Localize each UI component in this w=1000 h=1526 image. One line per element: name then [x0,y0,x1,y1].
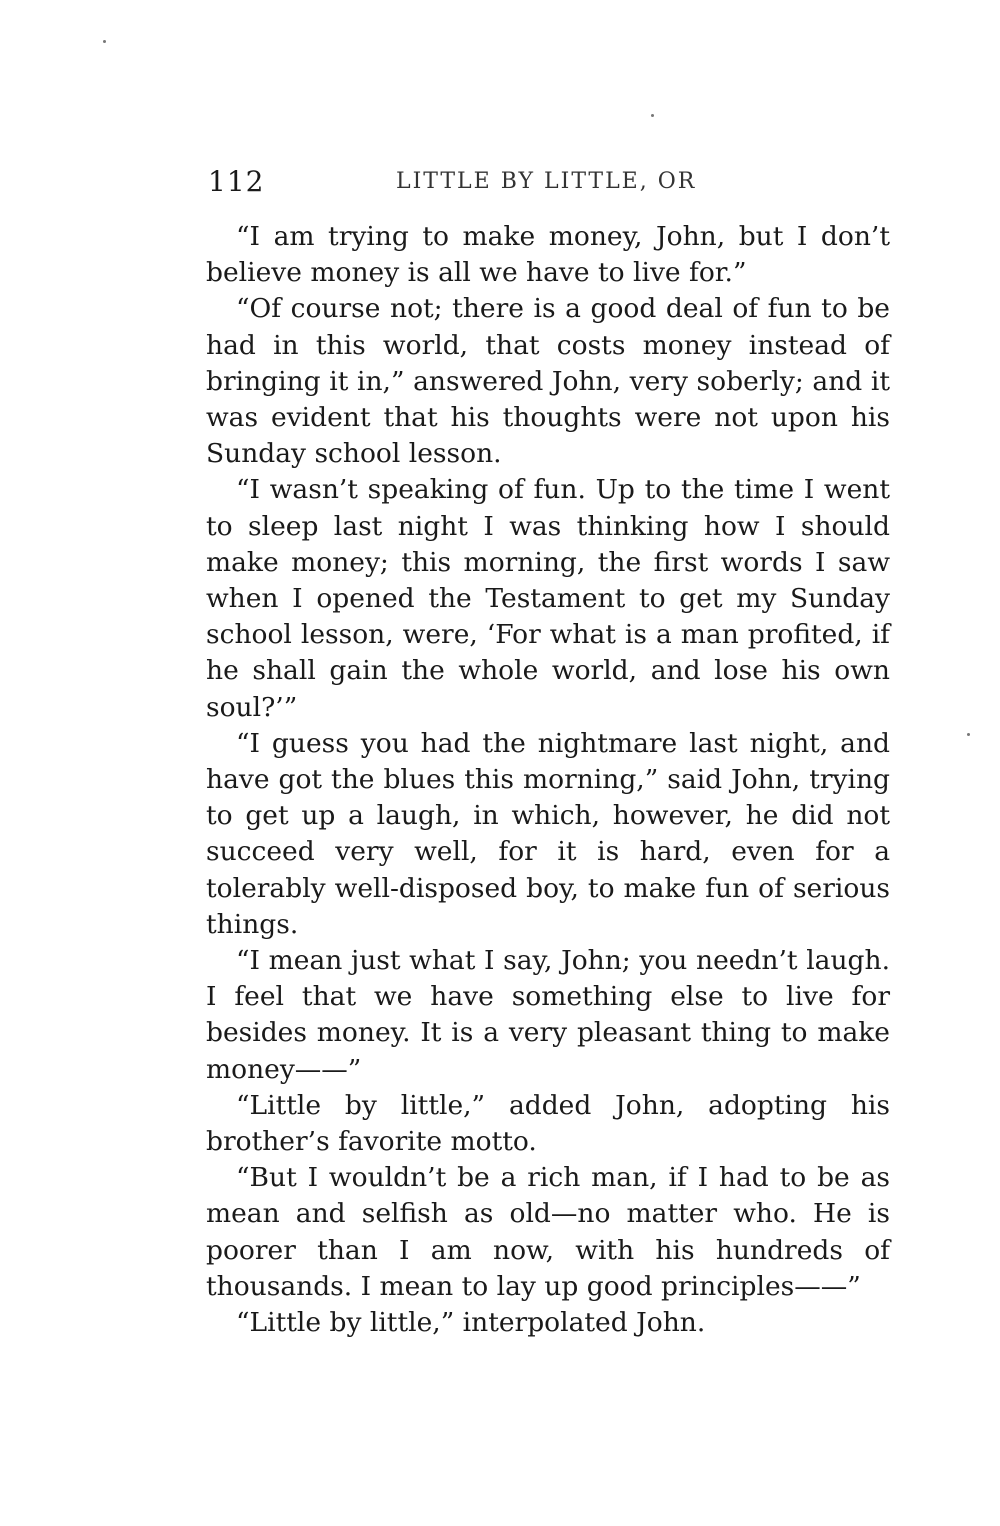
body-text [206,219,890,1341]
running-title: LITTLE BY LITTLE, OR [396,169,697,194]
page-header [208,164,890,200]
paragraph: “I wasn’t speaking of fun. Up to the time I went to sleep last night I was thinking how I should make money; this morning, the first words I saw when I opened the Testament to get my Sunday school lesson, were, ‘For what is a man profited, if he shall gain the whole world, and lose his own soul?’” [206,474,890,723]
paragraph: “Little by little,” interpolated John. [236,1307,706,1339]
paragraph: “Little by little,” added John, adopting his brother’s favorite motto. [206,1089,890,1158]
paper-speck [651,114,654,117]
paragraph: “I mean just what I say, John; you needn’t laugh. I feel that we have something else to live for besides money. It is a very pleasant thing to make money——” [206,945,890,1085]
paragraph: “I am trying to make money, John, but I don’t believe money is all we have to live for.” [206,221,890,289]
paragraph: “But I wouldn’t be a rich man, if I had to be as mean and selfish as old—no matter who. He is poorer than I am now, with his hundreds of thousands. I mean to lay up good principles——” [206,1162,890,1302]
paragraph: “Of course not; there is a good deal of fun to be had in this world, that costs money instead of bringing it in,” answered John, very soberly; and it was evident that his thoughts were not upon his Sunday school lesson. [206,293,890,470]
paragraph: “I guess you had the nightmare last night, and have got the blues this morning,” said John, trying to get up a laugh, in which, however, he did not succeed very well, for it is hard, even for a tolerably well-disposed boy, to make fun of serious things. [206,727,890,940]
paper-speck [967,733,970,736]
paper-speck [103,40,106,43]
page-number: 112 [208,165,265,198]
